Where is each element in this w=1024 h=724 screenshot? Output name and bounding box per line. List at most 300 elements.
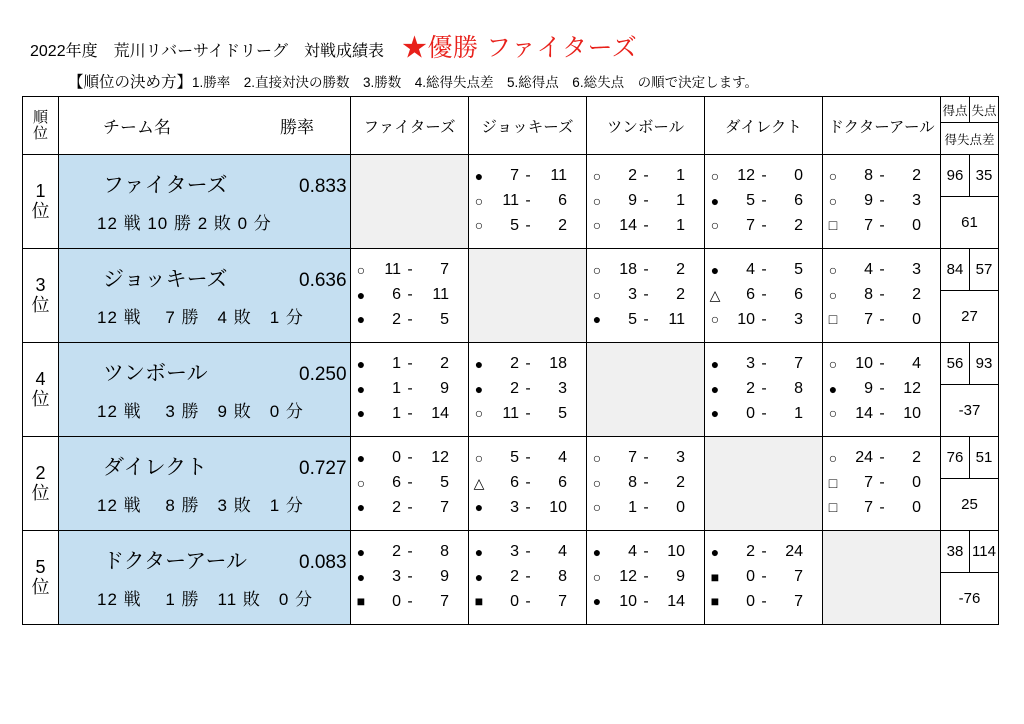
score-for: 4 (864, 261, 873, 279)
score-against: 12 (903, 380, 921, 398)
match-result (587, 164, 704, 189)
score-against: 3 (912, 261, 921, 279)
header-opponent-0: ファイターズ (351, 97, 469, 155)
rank-number: 5 (35, 556, 46, 577)
score-for: 11 (384, 261, 401, 279)
result-cell (469, 155, 587, 249)
score-for: 7 (864, 216, 873, 234)
score-separator: - (761, 355, 767, 373)
match-result (469, 189, 586, 214)
result-mark-icon: ● (356, 286, 366, 303)
score-against: 3 (794, 310, 803, 328)
header-opponent-1: ジョッキーズ (469, 97, 587, 155)
result-cell (823, 249, 941, 343)
header-rank-line2: 位 (32, 124, 48, 142)
score-against: 14 (667, 592, 685, 610)
header-win-rate: 勝率 (280, 118, 314, 137)
points-against-cell: 35 (970, 155, 999, 197)
score-separator: - (643, 498, 649, 516)
self-cell (587, 343, 705, 437)
score-for: 1 (628, 498, 637, 516)
score-for: 2 (392, 310, 401, 328)
result-cell (587, 155, 705, 249)
result-cell (705, 531, 823, 625)
score-against: 2 (676, 474, 685, 492)
score-separator: - (879, 380, 885, 398)
points-against-cell: 93 (970, 343, 999, 385)
point-diff-cell: 25 (941, 479, 999, 531)
score-against: 4 (558, 543, 567, 561)
result-mark-icon: △ (709, 286, 721, 303)
score-against: 8 (558, 568, 567, 586)
result-cell (351, 531, 469, 625)
match-result (469, 471, 586, 496)
score-for: 4 (628, 543, 637, 561)
score-separator: - (525, 404, 531, 422)
self-cell (823, 531, 941, 625)
match-result (587, 308, 704, 333)
score-separator: - (525, 167, 531, 185)
score-separator: - (525, 380, 531, 398)
score-separator: - (761, 592, 767, 610)
ranking-rules-prefix: 【順位の決め方】 (68, 74, 193, 91)
result-cell (469, 437, 587, 531)
match-result (823, 214, 940, 239)
match-result (705, 540, 822, 565)
result-mark-icon: ○ (592, 449, 602, 466)
score-separator: - (761, 404, 767, 422)
score-against: 2 (440, 355, 449, 373)
score-against: 1 (676, 167, 685, 185)
header-team (59, 97, 351, 155)
result-mark-icon: ● (356, 499, 366, 516)
team-win-rate: 0.727 (299, 458, 347, 479)
header-point-diff: 得失点差 (941, 123, 999, 155)
score-separator: - (761, 192, 767, 210)
score-for: 0 (392, 449, 401, 467)
score-for: 2 (510, 380, 519, 398)
match-result (823, 308, 940, 333)
match-result (705, 377, 822, 402)
score-against: 0 (912, 498, 921, 516)
match-result (351, 496, 468, 521)
result-cell (705, 155, 823, 249)
result-mark-icon: ● (356, 543, 366, 560)
result-mark-icon: ○ (592, 568, 602, 585)
score-for: 14 (855, 404, 873, 422)
match-result (351, 471, 468, 496)
score-for: 2 (392, 543, 401, 561)
match-result (469, 377, 586, 402)
result-mark-icon: ○ (710, 167, 720, 184)
score-against: 11 (668, 310, 685, 328)
score-separator: - (407, 474, 413, 492)
result-mark-icon: ○ (710, 311, 720, 328)
header-team-name: チーム名 (103, 118, 171, 137)
points-against-cell: 57 (970, 249, 999, 291)
result-mark-icon: ● (710, 380, 720, 397)
result-mark-icon: ■ (710, 593, 720, 610)
match-result (587, 214, 704, 239)
score-separator: - (879, 261, 885, 279)
self-cell (351, 155, 469, 249)
score-for: 0 (746, 592, 755, 610)
team-record: 12 戦 8 勝 3 敗 1 分 (97, 496, 304, 515)
ranking-rules-text: 1.勝率 2.直接対決の勝数 3.勝数 4.総得失点差 5.総得点 6.総失点 の順で決定します。 (192, 75, 758, 90)
match-result (705, 590, 822, 615)
score-for: 3 (628, 286, 637, 304)
score-for: 8 (864, 167, 873, 185)
score-separator: - (407, 568, 413, 586)
match-result (823, 352, 940, 377)
score-separator: - (407, 592, 413, 610)
score-for: 24 (855, 449, 873, 467)
result-mark-icon: ○ (474, 449, 484, 466)
match-result (705, 258, 822, 283)
score-separator: - (407, 261, 413, 279)
points-against-cell: 114 (970, 531, 999, 573)
score-separator: - (879, 192, 885, 210)
score-for: 1 (392, 380, 401, 398)
score-against: 2 (912, 449, 921, 467)
rank-number: 4 (35, 368, 46, 389)
result-mark-icon: ○ (828, 405, 838, 422)
result-mark-icon: ■ (474, 593, 484, 610)
result-cell (351, 343, 469, 437)
score-separator: - (525, 592, 531, 610)
result-mark-icon: ○ (592, 474, 602, 491)
match-result (587, 446, 704, 471)
score-for: 2 (510, 568, 519, 586)
result-cell (823, 437, 941, 531)
points-against-cell: 51 (970, 437, 999, 479)
result-mark-icon: ● (356, 380, 366, 397)
page-title (30, 28, 637, 64)
result-mark-icon: ○ (828, 449, 838, 466)
result-cell (705, 249, 823, 343)
score-separator: - (643, 167, 649, 185)
score-for: 0 (746, 568, 755, 586)
score-for: 2 (746, 543, 755, 561)
score-against: 1 (676, 216, 685, 234)
score-separator: - (407, 355, 413, 373)
score-separator: - (761, 286, 767, 304)
match-result (705, 565, 822, 590)
result-mark-icon: ● (356, 405, 366, 422)
team-cell (59, 531, 351, 625)
match-result (469, 164, 586, 189)
score-separator: - (407, 380, 413, 398)
score-for: 7 (628, 449, 637, 467)
score-against: 6 (794, 286, 803, 304)
match-result (705, 164, 822, 189)
score-for: 9 (628, 192, 637, 210)
result-cell (587, 531, 705, 625)
score-for: 2 (392, 498, 401, 516)
score-separator: - (525, 355, 531, 373)
score-against: 1 (794, 404, 803, 422)
score-against: 10 (903, 404, 921, 422)
score-for: 6 (392, 474, 401, 492)
score-against: 10 (549, 498, 567, 516)
points-for-cell: 76 (941, 437, 970, 479)
score-against: 4 (558, 449, 567, 467)
table-row (23, 249, 999, 291)
result-mark-icon: ● (710, 261, 720, 278)
score-against: 14 (431, 404, 449, 422)
result-mark-icon: □ (828, 499, 838, 516)
point-diff-cell: -76 (941, 573, 999, 625)
score-for: 5 (628, 310, 637, 328)
match-result (351, 377, 468, 402)
score-against: 11 (432, 286, 449, 304)
champion-label: ★優勝 ファイターズ (402, 34, 638, 62)
score-against: 3 (912, 192, 921, 210)
score-against: 7 (794, 568, 803, 586)
score-for: 1 (392, 355, 401, 373)
result-mark-icon: △ (473, 474, 485, 491)
score-against: 5 (440, 474, 449, 492)
result-mark-icon: ○ (828, 192, 838, 209)
score-for: 8 (628, 474, 637, 492)
match-result (823, 471, 940, 496)
point-diff-cell: 61 (941, 197, 999, 249)
score-against: 7 (558, 592, 567, 610)
result-mark-icon: ● (356, 355, 366, 372)
result-mark-icon: ● (710, 355, 720, 372)
score-against: 18 (549, 355, 567, 373)
score-separator: - (761, 261, 767, 279)
match-result (351, 352, 468, 377)
result-cell (469, 531, 587, 625)
ranking-rules (68, 70, 758, 92)
score-against: 6 (794, 192, 803, 210)
match-result (351, 258, 468, 283)
score-separator: - (407, 543, 413, 561)
points-for-cell: 84 (941, 249, 970, 291)
rank-suffix: 位 (31, 576, 50, 597)
team-cell (59, 155, 351, 249)
header-opponent-4: ドクターアール (823, 97, 941, 155)
match-result (587, 189, 704, 214)
result-cell (823, 343, 941, 437)
score-separator: - (643, 192, 649, 210)
result-cell (587, 437, 705, 531)
self-cell (469, 249, 587, 343)
result-mark-icon: ○ (474, 405, 484, 422)
score-for: 0 (510, 592, 519, 610)
match-result (705, 214, 822, 239)
score-against: 7 (440, 498, 449, 516)
score-for: 12 (619, 568, 637, 586)
rank-cell (23, 531, 59, 625)
match-result (705, 352, 822, 377)
score-against: 5 (794, 261, 803, 279)
score-against: 0 (912, 310, 921, 328)
score-against: 10 (667, 543, 685, 561)
result-cell (587, 249, 705, 343)
match-result (705, 189, 822, 214)
score-against: 6 (558, 474, 567, 492)
team-name: ファイターズ (103, 174, 228, 197)
match-result (587, 540, 704, 565)
score-for: 2 (746, 380, 755, 398)
match-result (351, 446, 468, 471)
score-separator: - (525, 474, 531, 492)
result-mark-icon: ● (356, 311, 366, 328)
match-result (351, 308, 468, 333)
result-mark-icon: ○ (828, 167, 838, 184)
score-separator: - (643, 286, 649, 304)
score-against: 12 (431, 449, 449, 467)
point-diff-cell: 27 (941, 291, 999, 343)
team-name: ジョッキーズ (103, 268, 228, 291)
result-mark-icon: ● (474, 568, 484, 585)
match-result (823, 496, 940, 521)
score-separator: - (525, 568, 531, 586)
score-for: 10 (737, 310, 755, 328)
score-separator: - (761, 216, 767, 234)
team-name: ダイレクト (103, 456, 208, 479)
team-cell (59, 437, 351, 531)
result-mark-icon: ● (474, 543, 484, 560)
score-against: 2 (676, 286, 685, 304)
score-for: 4 (746, 261, 755, 279)
result-mark-icon: □ (828, 217, 838, 234)
score-against: 0 (676, 498, 685, 516)
score-against: 9 (440, 568, 449, 586)
score-for: 7 (864, 310, 873, 328)
score-for: 2 (628, 167, 637, 185)
score-against: 11 (550, 167, 567, 185)
score-separator: - (761, 543, 767, 561)
self-cell (705, 437, 823, 531)
score-for: 18 (619, 261, 637, 279)
score-for: 7 (864, 474, 873, 492)
score-for: 11 (502, 404, 519, 422)
result-mark-icon: ● (710, 405, 720, 422)
team-name: ツンボール (103, 362, 208, 385)
score-separator: - (643, 261, 649, 279)
result-mark-icon: ○ (592, 499, 602, 516)
score-against: 0 (794, 167, 803, 185)
score-for: 14 (619, 216, 637, 234)
team-cell (59, 249, 351, 343)
score-separator: - (761, 167, 767, 185)
match-result (469, 496, 586, 521)
score-separator: - (525, 449, 531, 467)
rank-cell (23, 437, 59, 531)
score-separator: - (407, 286, 413, 304)
rank-number: 3 (35, 274, 46, 295)
score-for: 0 (392, 592, 401, 610)
result-cell (469, 343, 587, 437)
header-opponent-3: ダイレクト (705, 97, 823, 155)
match-result (469, 565, 586, 590)
score-against: 0 (912, 474, 921, 492)
result-mark-icon: ■ (356, 593, 366, 610)
match-result (469, 590, 586, 615)
table-body (23, 155, 999, 625)
match-result (587, 283, 704, 308)
rank-suffix: 位 (31, 200, 50, 221)
points-for-cell: 38 (941, 531, 970, 573)
result-mark-icon: □ (828, 474, 838, 491)
score-separator: - (643, 568, 649, 586)
score-against: 7 (794, 355, 803, 373)
result-mark-icon: ● (356, 449, 366, 466)
match-result (587, 590, 704, 615)
match-result (823, 446, 940, 471)
match-result (351, 402, 468, 427)
match-result (823, 402, 940, 427)
match-result (587, 258, 704, 283)
score-for: 7 (864, 498, 873, 516)
score-separator: - (525, 192, 531, 210)
score-against: 2 (676, 261, 685, 279)
table-header (23, 97, 999, 155)
score-for: 6 (510, 474, 519, 492)
result-mark-icon: ○ (474, 192, 484, 209)
rank-cell (23, 343, 59, 437)
header-rank (23, 97, 59, 155)
match-result (823, 258, 940, 283)
score-separator: - (761, 568, 767, 586)
score-separator: - (879, 286, 885, 304)
result-mark-icon: ● (710, 192, 720, 209)
score-separator: - (525, 216, 531, 234)
score-against: 4 (912, 355, 921, 373)
team-win-rate: 0.833 (299, 176, 347, 197)
score-separator: - (525, 543, 531, 561)
score-separator: - (879, 167, 885, 185)
result-mark-icon: ○ (710, 217, 720, 234)
point-diff-cell: -37 (941, 385, 999, 437)
score-against: 3 (676, 449, 685, 467)
result-mark-icon: ○ (828, 261, 838, 278)
match-result (587, 565, 704, 590)
score-for: 2 (510, 355, 519, 373)
score-against: 6 (558, 192, 567, 210)
result-cell (351, 249, 469, 343)
result-mark-icon: ○ (592, 192, 602, 209)
result-mark-icon: ■ (710, 568, 720, 585)
points-for-cell: 96 (941, 155, 970, 197)
match-result (469, 402, 586, 427)
match-result (705, 308, 822, 333)
rank-suffix: 位 (31, 294, 50, 315)
score-for: 7 (746, 216, 755, 234)
score-against: 3 (558, 380, 567, 398)
match-result (469, 214, 586, 239)
rank-number: 2 (35, 462, 46, 483)
score-against: 7 (794, 592, 803, 610)
result-mark-icon: □ (828, 311, 838, 328)
score-against: 7 (440, 261, 449, 279)
score-separator: - (879, 498, 885, 516)
score-against: 2 (912, 167, 921, 185)
rank-suffix: 位 (31, 482, 50, 503)
table-row (23, 343, 999, 385)
result-cell (823, 155, 941, 249)
score-against: 8 (440, 543, 449, 561)
table-row (23, 155, 999, 197)
rank-cell (23, 249, 59, 343)
score-against: 9 (440, 380, 449, 398)
match-result (823, 164, 940, 189)
score-against: 8 (794, 380, 803, 398)
table-row (23, 437, 999, 479)
